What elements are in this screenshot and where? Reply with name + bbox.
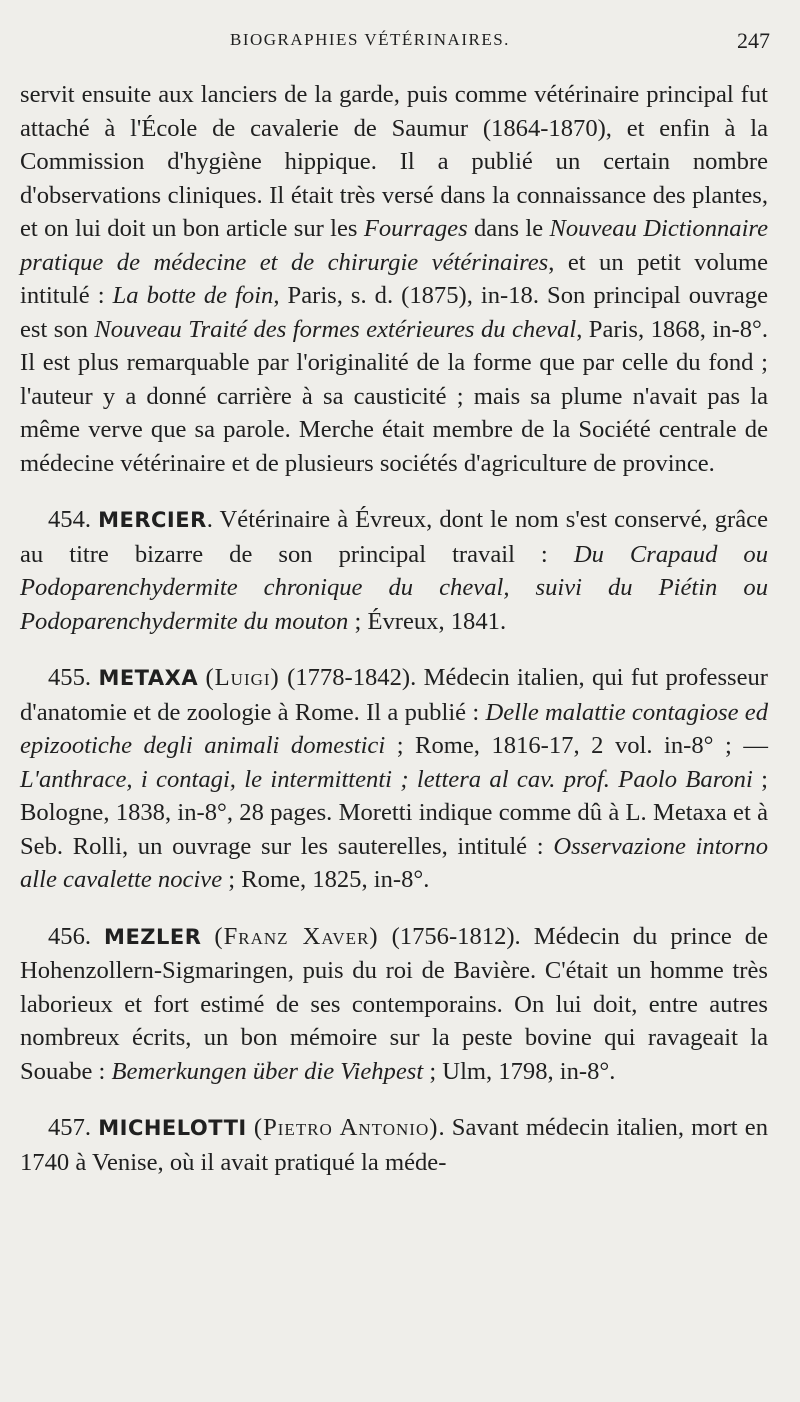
- text-run: ; Rome, 1816-17, 2 vol. in-8° ; —: [385, 732, 768, 759]
- text-run: , et un petit volume intitulé :: [20, 248, 768, 309]
- italic-title: Delle malattie contagiose ed epizootiche degli animali domestici: [20, 698, 768, 759]
- entry-given-name: (Pietro Antonio): [253, 1114, 439, 1141]
- text-run: ; Ulm, 1798, in-8°.: [423, 1057, 616, 1085]
- entry-name: METAXA: [98, 666, 199, 690]
- entry-number: 455.: [48, 664, 92, 691]
- entry-456: [20, 920, 768, 1089]
- italic-title: Du Crapaud ou Podoparenchydermite chronique du cheval, suivi du Piétin ou Podoparenchydermite du mouton: [20, 540, 768, 635]
- entry-454: [20, 503, 768, 638]
- entry-name: MERCIER: [98, 508, 207, 532]
- entry-number: 456.: [48, 922, 92, 950]
- italic-title: La botte de foin: [112, 282, 274, 309]
- text-run: , Paris, s. d. (1875), in-18. Son principal ouvrage est son: [20, 282, 768, 343]
- italic-title: Fourrages: [363, 215, 468, 242]
- italic-title: Nouveau Dictionnaire pratique de médecine et de chirurgie vétérinaires: [20, 215, 768, 276]
- italic-title: Osservazione intorno alle cavalette nocive: [20, 832, 768, 893]
- text-run: , Paris, 1868, in-8°. Il est plus remarquable par l'originalité de la forme que par celle du fond ; l'auteur y a donné carrière à sa causticité ; mais sa plume n'avait pas la même verve que sa parole. Merche était membre de la Société centrale de médecine vétérinaire et de plusieurs sociétés d'agriculture de province.: [20, 315, 768, 477]
- text-run: (1756-1812). Médecin du prince de Hohenzollern-Sigmaringen, puis du roi de Bavière. C'était un homme très laborieux et fort estimé de ses contemporains. On lui doit, entre autres nombreux écrits, un bon mémoire sur la peste bovine qui ravageait la Souabe :: [20, 922, 768, 1085]
- entry-number: 454.: [48, 506, 92, 533]
- text-run: servit ensuite aux lanciers de la garde, puis comme vétérinaire principal fut attaché à l'École de cavalerie de Saumur (1864-1870), et enfin à la Commission d'hygiène hippique. Il a publié un certain nombre d'observations cliniques. Il était très versé dans la connaissance des plantes, et on lui doit un bon article sur les: [20, 81, 768, 242]
- italic-title: Bemerkungen über die Viehpest: [111, 1057, 424, 1085]
- text-run: ; Bologne, 1838, in-8°, 28 pages. Moretti indique comme dû à L. Metaxa et à Seb. Rolli, un ouvrage sur les sauterelles, intitulé :: [20, 765, 768, 860]
- entry-455: [20, 661, 768, 897]
- page-body: [20, 78, 768, 1179]
- text-run: ; Rome, 1825, in-8°.: [222, 866, 430, 893]
- running-head: BIOGRAPHIES VÉTÉRINAIRES.: [230, 30, 510, 49]
- text-run: . Vétérinaire à Évreux, dont le nom s'est conservé, grâce au titre bizarre de son principal travail :: [20, 506, 768, 568]
- text-run: dans le: [467, 215, 550, 242]
- entry-457: [20, 1111, 768, 1179]
- text-run: ; Évreux, 1841.: [348, 607, 507, 635]
- entry-name: MEZLER: [104, 924, 202, 949]
- italic-title: Nouveau Traité des formes extérieures du cheval: [94, 315, 577, 343]
- entry-number: 457.: [48, 1114, 92, 1141]
- text-run: . Savant médecin italien, mort en 1740 à Venise, où il avait pratiqué la méde-: [20, 1114, 768, 1176]
- page-number: 247: [737, 28, 770, 53]
- italic-title: L'anthrace, i contagi, le intermittenti ; lettera al cav. prof. Paolo Baroni: [20, 765, 753, 793]
- entry-given-name: (Franz Xaver): [214, 922, 379, 950]
- entry-name: MICHELOTTI: [98, 1116, 247, 1140]
- continuation-paragraph: [20, 78, 768, 480]
- entry-given-name: (Luigi): [205, 664, 280, 691]
- page-header: [20, 28, 770, 60]
- text-run: (1778-1842). Médecin italien, qui fut professeur d'anatomie et de zoologie à Rome. Il a publié :: [20, 664, 768, 726]
